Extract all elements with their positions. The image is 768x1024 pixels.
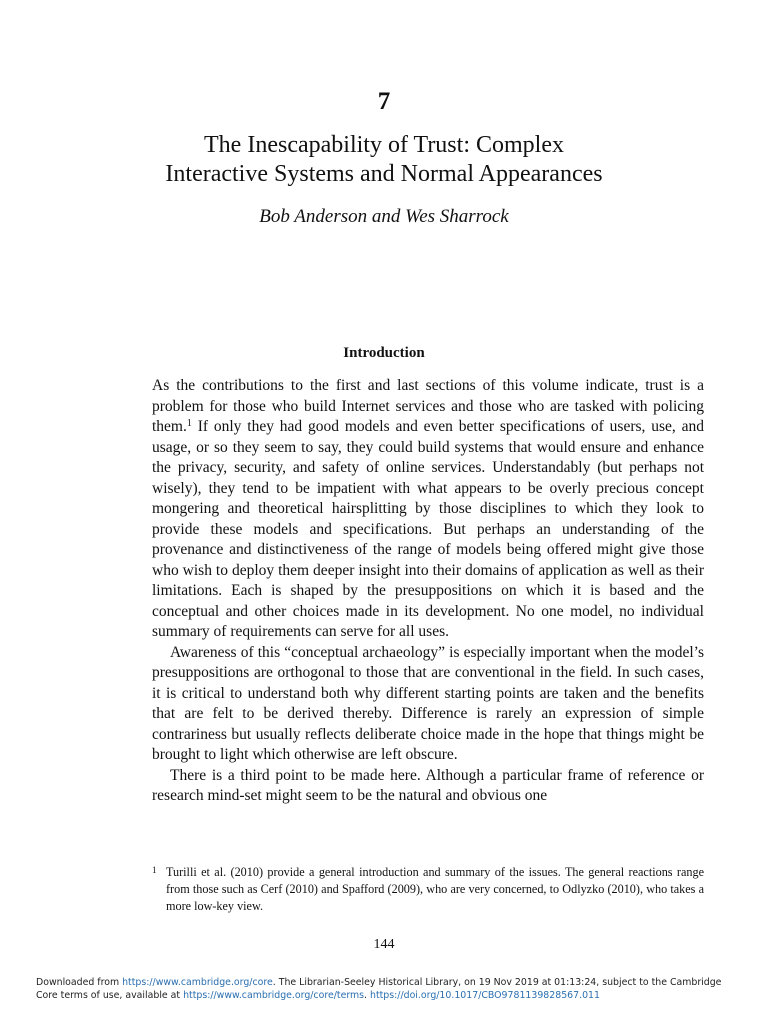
download-notice-separator: . xyxy=(364,990,371,1001)
cambridge-core-link[interactable]: https://www.cambridge.org/core xyxy=(122,977,273,988)
chapter-number: 7 xyxy=(377,88,391,115)
download-notice-prefix: Downloaded from xyxy=(36,977,123,988)
download-notice xyxy=(36,976,736,1002)
paragraph-2: Awareness of this “conceptual archaeology” is especially important when the model’s presuppositions are orthogonal to those that are conventional in the field. In such cases, it is critical to understand both why different starting points are taken and the benefits that are felt to be derived thereby. Difference is rarely an expression of simple contrariness but usually reflects deliberate choice made in the hope that things might be brought to light which otherwise are left obscure. xyxy=(152,643,704,763)
page-number: 144 xyxy=(373,937,395,952)
download-notice-middle: . The Librarian-Seeley Historical Library, on 19 Nov 2019 at 01:13:24, subject to the Cambridge Core terms of use, available at xyxy=(36,977,722,1001)
body-text xyxy=(152,376,704,807)
footnote-mark: 1 xyxy=(152,865,157,875)
paragraph-1-part-1: As the contributions to the first and last sections of this volume indicate, trust is a problem for those who build Internet services and those who are tasked with policing them. xyxy=(152,377,704,435)
chapter-title-line-1: The Inescapability of Trust: Complex xyxy=(204,132,564,158)
footnote xyxy=(152,864,704,915)
footnote-reference[interactable]: 1 xyxy=(186,418,192,429)
chapter-title xyxy=(100,131,668,189)
chapter-title-line-2: Interactive Systems and Normal Appearances xyxy=(165,161,603,187)
chapter-authors: Bob Anderson and Wes Sharrock xyxy=(259,206,509,227)
footnote-text: Turilli et al. (2010) provide a general introduction and summary of the issues. The general reactions range from those such as Cerf (2010) and Spafford (2009), who are very concerned, to Odlyzko (2010), who takes a more low-key view. xyxy=(166,865,704,913)
paragraph-1-part-2: If only they had good models and even better specifications of users, use, and usage, or so they seem to say, they could build systems that would ensure and enhance the privacy, security, and safety of online services. Understandably (but perhaps not wisely), they tend to be impatient with what appears to be overly precious concept mongering and theoretical hairsplitting by those disciplines to which they look to provide these models and specifications. But perhaps an understanding of the provenance and distinctiveness of the range of models being offered might give those who wish to deploy them deeper insight into their domains of application as well as their limitations. Each is shaped by the presuppositions on which it is based and the conceptual and other choices made in its development. No one model, no individual summary of requirements can serve for all uses. xyxy=(152,418,704,640)
terms-link[interactable]: https://www.cambridge.org/core/terms xyxy=(183,990,365,1001)
doi-link[interactable]: https://doi.org/10.1017/CBO9781139828567.011 xyxy=(370,990,600,1001)
section-heading: Introduction xyxy=(343,345,425,361)
paragraph-1 xyxy=(152,376,704,643)
paragraph-3: There is a third point to be made here. Although a particular frame of reference or research mind-set might seem to be the natural and obvious one xyxy=(152,766,704,804)
